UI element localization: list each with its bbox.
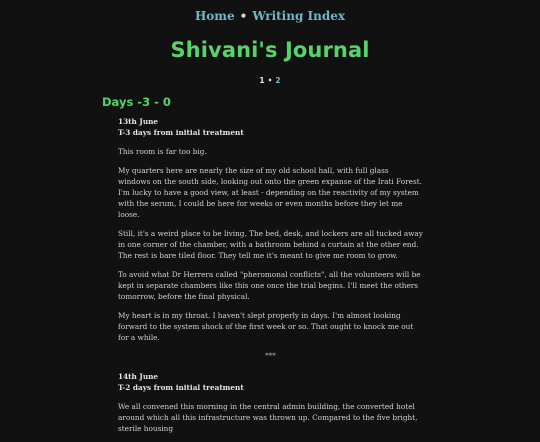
nav-separator: • xyxy=(239,9,248,23)
journal-entry xyxy=(118,371,423,434)
entry-header xyxy=(118,371,423,393)
page-link-2[interactable]: 2 xyxy=(275,76,281,85)
home-link[interactable]: Home xyxy=(194,9,235,23)
writing-index-link[interactable]: Writing Index xyxy=(252,9,346,23)
pagination-separator: • xyxy=(267,76,273,85)
entry-paragraph: My quarters here are nearly the size of my old school hall, with full glass windows on the south side, looking out onto the green expanse of the Irati Forest. I'm lucky to have a good view, at least - depending on the reactivity of my system with the serum, I could be here for weeks or even months before they let me loose. xyxy=(118,166,422,219)
entry-date: 13th June xyxy=(118,117,159,126)
entry-subtitle: T-3 days from initial treatment xyxy=(118,128,244,137)
entry-divider: *** xyxy=(265,352,276,360)
entry-subtitle: T-2 days from initial treatment xyxy=(118,383,244,392)
entry-paragraph: This room is far too big. xyxy=(118,147,207,156)
page-title: Shivani's Journal xyxy=(170,38,370,62)
entry-paragraph: Still, it's a weird place to be living. The bed, desk, and lockers are all tucked away in one corner of the chamber, with a bathroom behind a curtain at the other end. The rest is bare tiled floor. They tell me it's meant to give me room to grow. xyxy=(118,229,423,260)
entry-paragraph: My heart is in my throat. I haven't slept properly in days. I'm almost looking forward to the system shock of the first week or so. That ought to knock me out for a while. xyxy=(118,311,414,342)
journal-entry xyxy=(118,116,423,343)
entry-date: 14th June xyxy=(118,372,159,381)
page-current: 1 xyxy=(259,76,265,85)
pagination xyxy=(0,76,540,85)
section-heading: Days -3 - 0 xyxy=(102,95,171,109)
top-navigation xyxy=(0,9,540,23)
entry-paragraph: To avoid what Dr Herrera called "pheromonal conflicts", all the volunteers will be kept in separate chambers like this one once the trial begins. I'll meet the others tomorrow, before the final physical. xyxy=(118,270,421,301)
entry-header xyxy=(118,116,423,138)
entry-paragraph: We all convened this morning in the central admin building, the converted hotel around which all this infrastructure was thrown up. Compared to the five bright, sterile housing xyxy=(118,402,418,433)
journal-content xyxy=(118,116,423,442)
